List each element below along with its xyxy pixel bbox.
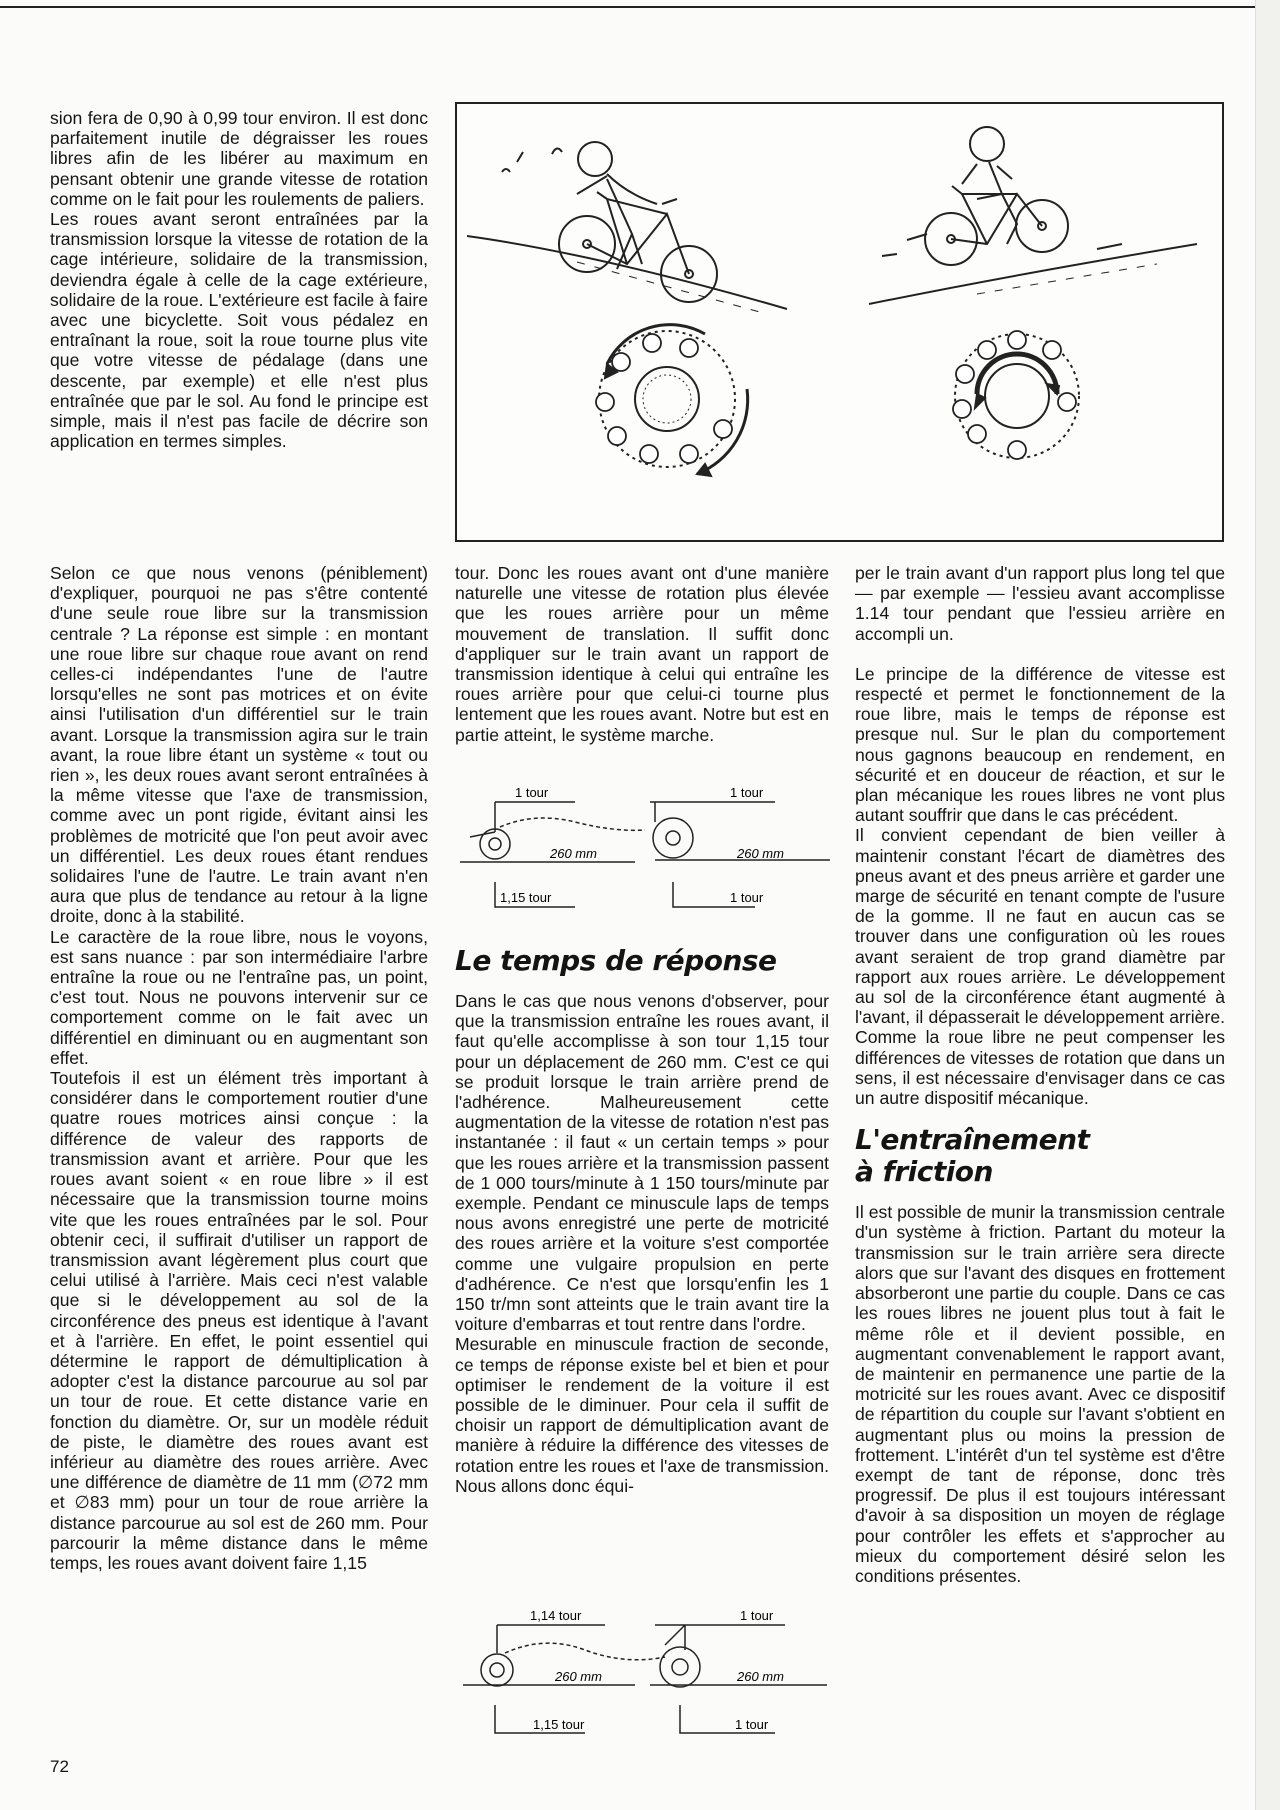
paragraph: Le principe de la différence de vitesse est respecté et permet le fonctionnement de la roue libre, mais le temps de réponse est presque nul. Sur le plan du comportement nous gagnons beaucoup en rendement, en sécurité et en douceur de réaction, et sur le plan mécanique les roues libres ne vont plus autant souffrir que dans le cas précédent. xyxy=(855,663,1225,826)
diagram-label: 1,15 tour xyxy=(533,1717,585,1732)
column-1-bottom xyxy=(50,563,428,1573)
diagram-label: 1 tour xyxy=(740,1608,774,1623)
illustration-drawing xyxy=(457,104,1222,540)
page-edge xyxy=(1255,0,1280,1810)
column-2-top xyxy=(455,563,829,745)
diagram-label: 260 mm xyxy=(550,846,597,861)
diagram-label: 1 tour xyxy=(735,1717,769,1732)
diagram-label: 1,14 tour xyxy=(530,1608,582,1623)
paragraph: Il est possible de munir la transmission centrale d'un système à friction. Partant du moteur la transmission sur le train arrière sera directe alors que sur l'avant des disques en frottement absorberont une partie du couple. Dans ce cas les roues libres ne jouent plus tout à fait le même rôle et il devient possible, en augmentant convenablement le rapport avant, de maintenir en permanence une partie de la motricité sur les roues avant. Avec ce dispositif de répartition du couple sur l'avant s'obtient en augmentant plus ou moins la pression de frottement. L'intérêt d'un tel système est d'être exempt de tant de réponse, donc très progressif. De plus il est toujours intéressant d'avoir à sa disposition un moyen de réglage pour contrôler les effets et s'approcher au mieux du comportement désiré selon les conditions présentes. xyxy=(855,1202,1225,1586)
paragraph: tour. Donc les roues avant ont d'une manière naturelle une vitesse de rotation plus élevée que les roues arrière pour un même mouvement de translation. Il suffit donc d'appliquer sur le train avant un rapport de transmission identique à celui qui entraîne les roues arrière pour que celui-ci tourne plus lentement que les roues avant. Notre but est en partie atteint, le système marche. xyxy=(455,563,829,745)
paragraph: Mesurable en minuscule fraction de seconde, ce temps de réponse existe bel et bien et pour optimiser le rendement de la voiture il est possible de le diminuer. Pour cela il suffit de choisir un rapport de démultiplication avant de manière à réduire la différence des vitesses de rotation entre les roues et l'axe de transmission. Nous allons donc équi- xyxy=(455,1334,829,1496)
paragraph: Selon ce que nous venons (péniblement) d'expliquer, pourquoi ne pas s'être contenté d'une seule roue libre sur la transmission centrale ? La réponse est simple : en montant une roue libre sur chaque roue avant on rend celles-ci indépendantes l'une de l'autre lorsqu'elles ne sont pas motrices et on évite ainsi l'utilisation d'un différentiel sur le train avant. Lorsque la transmission agira sur le train avant, la roue libre étant un système « tout ou rien », les deux roues avant seront entraînées à la même vitesse que l'axe de transmission, comme avec un pont rigide, évitant ainsi les problèmes de motricité que l'on peut avoir avec un différentiel. Les deux roues étant rendues solidaires l'une de l'autre. Le train avant n'en aura que plus de tendance au retour à la ligne droite, donc à la stabilité. xyxy=(50,563,428,927)
diagram-label: 260 mm xyxy=(737,846,784,861)
paragraph: per le train avant d'un rapport plus long tel que — par exemple — l'essieu avant accomplisse 1.14 tour pendant que l'essieu arrière en accompli un. xyxy=(855,563,1225,644)
column-1-top xyxy=(50,108,428,451)
wheel-rotation-diagram-2 xyxy=(455,1605,835,1745)
diagram-label: 260 mm xyxy=(555,1669,602,1684)
bicycle-freewheel-illustration xyxy=(455,102,1224,542)
page-number: 72 xyxy=(50,1757,69,1776)
wheel-rotation-diagram-1 xyxy=(455,782,835,920)
paragraph: Le caractère de la roue libre, nous le voyons, est sans nuance : par son intermédiaire l'arbre entraîne la roue ou ne l'entraîne pas, un point, c'est tout. Nous ne pouvons intervenir sur ce comportement comme on le fait avec un différentiel en diminuant ou en augmentant son effet. xyxy=(50,926,428,1068)
diagram-label: 1 tour xyxy=(515,785,549,800)
paragraph: sion fera de 0,90 à 0,99 tour environ. Il est donc parfaitement inutile de dégraisser les roues libres afin de les libérer au maximum en pensant obtenir une grande vitesse de rotation comme on le fait pour les roulements de paliers. xyxy=(50,108,428,209)
column-2-reponse xyxy=(455,945,829,1496)
paragraph: Il convient cependant de bien veiller à maintenir constant l'écart de diamètres des pneus avant et des pneus arrière et garder une marge de sécurité en tenant compte de l'usure de la gomme. Il ne faut en aucun cas se trouver dans une configuration où les roues avant seraient de trop grand diamètre par rapport aux roues arrière. Le développement au sol de la circonférence étant augmenté à l'avant, il dépasserait le développement arrière. Comme la roue libre ne peut compenser les différences de vitesses de rotation que dans un sens, il est nécessaire d'envisager dans ce cas un autre dispositif mécanique. xyxy=(855,825,1225,1109)
paragraph: Les roues avant seront entraînées par la transmission lorsque la vitesse de rotation de la cage intérieure, solidaire de la transmission, deviendra égale à celle de la cage extérieure, solidaire de la roue. L'extérieure est facile à faire avec une bicyclette. Soit vous pédalez en entraînant la roue, soit la roue tourne plus vite que votre vitesse de pédalage (dans une descente, par exemple) et elle n'est plus entraînée que par le sol. Au fond le principe est simple, mais il n'est pas facile de décrire son application en termes simples. xyxy=(50,209,428,452)
top-rule xyxy=(0,0,1280,8)
section-heading: Le temps de réponse xyxy=(455,944,777,977)
section-heading: L'entraînement xyxy=(855,1123,1090,1157)
diagram-label: 1 tour xyxy=(730,890,764,905)
diagram-label: 1 tour xyxy=(730,785,764,800)
section-heading: à friction xyxy=(855,1155,993,1189)
diagram-label: 1,15 tour xyxy=(500,890,552,905)
paragraph: Toutefois il est un élément très important à considérer dans le comportement routier d'une quatre roues motrices ainsi conçue : la différence de valeur des rapports de transmission avant et arrière. Pour que les roues avant soient « en roue libre » il est nécessaire que la transmission tourne moins vite que les roues entraînées par le sol. Pour obtenir ceci, il suffirait d'utiliser un rapport de transmission avant légèrement plus court que celui utilisé à l'arrière. Mais ceci n'est valable que si le développement au sol de la circonférence des pneus est identique à l'avant et à l'arrière. En effet, le point essentiel qui détermine le rapport de démultiplication à adopter c'est la distance parcourue au sol par un tour de roue. Et cette distance varie en fonction du diamètre. Or, sur un modèle réduit de piste, le diamètre des roues avant est inférieur au diamètre des roues arrière. Avec une différence de diamètre de 11 mm (∅72 mm et ∅83 mm) pour un tour de roue arrière la distance parcourue au sol est de 260 mm. Pour parcourir la même distance dans le même temps, les roues avant doivent faire 1,15 xyxy=(50,1068,428,1573)
column-3 xyxy=(855,563,1225,1586)
paragraph: Dans le cas que nous venons d'observer, pour que la transmission entraîne les roues avant, il faut qu'elle accomplisse à son tour 1,15 tour pour un déplacement de 260 mm. C'est ce qui se produit lorsque le train arrière prend de l'adhérence. Malheureusement cette augmentation de la vitesse de rotation n'est pas instantanée : il faut « un certain temps » pour que les roues arrière et la transmission passent de 1 000 tours/minute à 1 150 tours/minute par exemple. Pendant ce minuscule laps de temps nous avons enregistré une perte de motricité des roues arrière et la voiture s'est comportée comme une vulgaire propulsion en perte d'adhérence. Ce n'est que lorsqu'enfin les 1 150 tr/mn sont atteints que le train avant tire la voiture d'embarras et tout rentre dans l'ordre. xyxy=(455,991,829,1335)
diagram-label: 260 mm xyxy=(737,1669,784,1684)
